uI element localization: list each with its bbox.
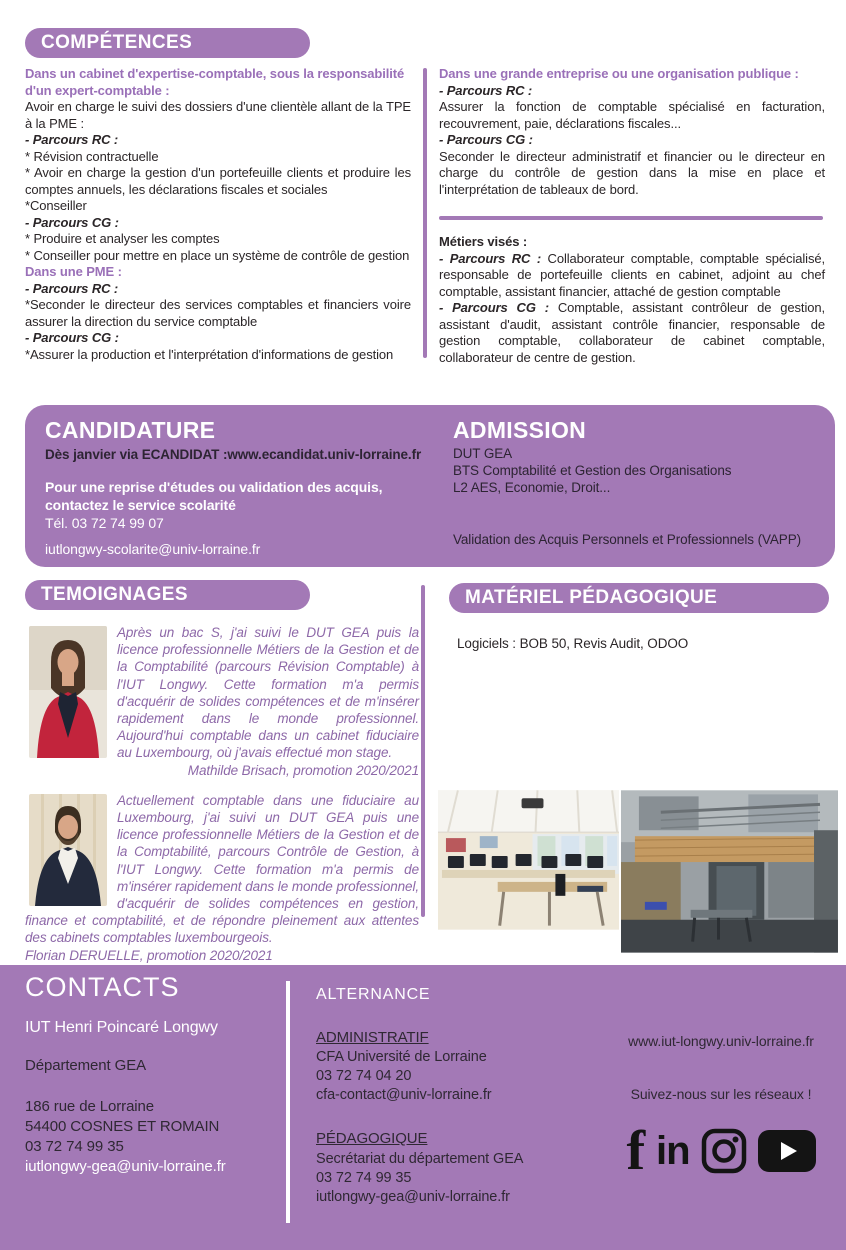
parcours-cg-label: - Parcours CG : — [439, 300, 549, 315]
materiel-header — [449, 583, 829, 613]
list-item: *Seconder le directeur des services comptables et financiers voire assurer la direction du service comptable — [25, 297, 411, 329]
footer — [0, 965, 846, 1250]
competences-title: COMPÉTENCES — [41, 31, 193, 53]
classroom-photo — [438, 790, 619, 930]
parcours-rc-label: - Parcours RC : — [439, 250, 542, 266]
alternance-block — [316, 987, 586, 1207]
building-hall-photo — [621, 790, 838, 953]
temoignages-section — [25, 624, 419, 964]
reprise-line-1: Pour une reprise d'études ou validation des acquis, — [45, 478, 383, 495]
admission-vapp: Validation des Acquis Personnels et Professionnels (VAPP) — [453, 532, 801, 547]
pedagogique-label: PÉDAGOGIQUE — [316, 1130, 428, 1147]
reprise-line-2: contactez le service scolarité — [45, 496, 236, 513]
parcours-rc-label: - Parcours RC : — [25, 280, 119, 296]
footer-links-block — [606, 1033, 836, 1182]
admission-title: ADMISSION — [453, 417, 587, 443]
list-item: * Avoir en charge la gestion d'un portefeuille clients et produire les comptes annuels, les déclarations fiscales et sociales — [25, 165, 411, 197]
parcours-cg-label: - Parcours CG : — [25, 214, 119, 230]
admission-item: L2 AES, Economie, Droit... — [453, 480, 611, 495]
candidature-panel — [25, 405, 443, 567]
section-divider — [439, 216, 823, 220]
metiers-cg-text: Comptable, assistant contrôleur de gestion, assistant d'audit, assistant contrôle financier, responsable de gestion comptable, collaborateur de cabinet comptable, collaborateur de centre de gestion. — [439, 300, 826, 365]
candidature-admission-box — [25, 405, 835, 567]
contacts-email[interactable]: iutlongwy-gea@univ-lorraine.fr — [25, 1157, 226, 1175]
paragraph: Avoir en charge le suivi des dossiers d'une clientèle allant de la TPE à la PME : — [25, 99, 411, 131]
paragraph: Assurer la fonction de comptable spécialisé en facturation, recouvrement, paie, déclarations fiscales... — [439, 99, 825, 131]
ecandidat-link[interactable]: Dès janvier via ECANDIDAT :www.ecandidat.univ-lorraine.fr — [45, 447, 422, 462]
competences-left-column — [25, 66, 411, 366]
facebook-icon[interactable]: f — [626, 1120, 645, 1182]
paragraph: Seconder le directeur administratif et financier ou le directeur en charge du contrôle de gestion dans la mise en place et l'interprétation de tableaux de bord. — [439, 148, 825, 197]
heading-entreprise: Dans une grande entreprise ou une organisation publique : — [439, 66, 799, 81]
testimonial-2 — [25, 792, 419, 964]
address-line: 54400 COSNES ET ROMAIN — [25, 1117, 220, 1135]
peda-email[interactable]: iutlongwy-gea@univ-lorraine.fr — [316, 1188, 510, 1205]
metiers-rc-text: Collaborateur comptable, comptable spécialisé, responsable de portefeuille clients en cabinet, adjoint au chef comptable, assistant financier, attaché de gestion comptable — [439, 250, 825, 299]
list-item: * Révision contractuelle — [25, 148, 159, 164]
campus-photos — [438, 790, 838, 953]
temoignages-divider — [421, 585, 425, 917]
testimonial-1-author: Mathilde Brisach, promotion 2020/2021 — [187, 762, 419, 778]
parcours-cg-label: - Parcours CG : — [439, 132, 533, 147]
parcours-rc-label: - Parcours RC : — [25, 132, 119, 147]
follow-text: Suivez-nous sur les réseaux ! — [630, 1085, 812, 1102]
temoignages-title: TEMOIGNAGES — [41, 583, 188, 605]
pedagogique-lines — [316, 1150, 586, 1207]
address-line: 186 rue de Lorraine — [25, 1097, 155, 1115]
admission-panel — [443, 405, 823, 567]
testimonial-1-text: Après un bac S, j'ai suivi le DUT GEA puis la licence professionnelle Métiers de la Gestion et de la Comptabilité (parcours Révision Comptable) à l'IUT Longwy. Cette formation m'a permis d'acquérir de solides compétences et de m'insérer rapidement dans le monde professionnel. Aujourd'hui comptable dans un cabinet fiduciaire au Luxembourg, où j'avais effectué mon stage. — [117, 625, 419, 761]
candidature-email[interactable]: iutlongwy-scolarite@univ-lorraine.fr — [45, 540, 261, 557]
heading-cabinet: Dans un cabinet d'expertise-comptable, sous la responsabilité d'un expert-comptable : — [25, 66, 405, 98]
list-item: * Produire et analyser les comptes — [25, 231, 220, 246]
linkedin-icon[interactable]: in — [656, 1129, 690, 1173]
instagram-icon[interactable] — [701, 1128, 747, 1174]
testimonial-1 — [25, 624, 419, 779]
admin-email[interactable]: cfa-contact@univ-lorraine.fr — [316, 1087, 492, 1103]
list-item: * Conseiller pour mettre en place un système de contrôle de gestion — [25, 247, 410, 263]
list-item: *Conseiller — [25, 198, 87, 213]
administratif-lines — [316, 1048, 586, 1105]
testimonial-2-text: Actuellement comptable dans une fiduciaire au Luxembourg, j'ai suivi un DUT GEA puis une licence professionnelle Métiers de la Gestion et de la Comptabilité, parcours Contrôle de Gestion, à l'IUT Longwy. Cette formation m'a permis de m'insérer rapidement dans le monde professionnel, d'acquérir de solides compétences en gestion, finance et comptabilité, et de répondre pleinement aux attentes des cabinets comptables luxembourgeois. — [25, 792, 419, 946]
admin-phone: 03 72 74 04 20 — [316, 1068, 412, 1084]
candidature-title: CANDIDATURE — [45, 417, 216, 443]
reprise-text — [45, 478, 443, 514]
administratif-label: ADMINISTRATIF — [316, 1028, 429, 1046]
metiers-rc — [439, 251, 825, 301]
parcours-cg-label: - Parcours CG : — [25, 330, 119, 345]
contacts-phone: 03 72 74 99 35 — [25, 1137, 124, 1155]
competences-header — [25, 28, 310, 58]
heading-pme: Dans une PME : — [25, 264, 122, 279]
metiers-cg — [439, 300, 825, 366]
admission-item: BTS Comptabilité et Gestion des Organisations — [453, 463, 732, 478]
competences-section — [25, 66, 837, 366]
column-divider — [423, 68, 427, 358]
materiel-title: MATÉRIEL PÉDAGOGIQUE — [465, 586, 718, 608]
footer-divider — [286, 981, 290, 1223]
alternance-title: ALTERNANCE — [316, 986, 431, 1003]
portrait-mathilde-photo — [29, 626, 107, 758]
contacts-block — [25, 972, 275, 1177]
logiciels-line: Logiciels : BOB 50, Revis Audit, ODOO — [457, 636, 689, 651]
temoignages-header — [25, 580, 310, 610]
contacts-address — [25, 1097, 275, 1177]
portrait-florian-photo — [29, 794, 107, 906]
social-icons-row — [606, 1120, 836, 1182]
website-link[interactable]: www.iut-longwy.univ-lorraine.fr — [628, 1033, 814, 1049]
peda-phone: 03 72 74 99 35 — [316, 1169, 412, 1186]
youtube-icon[interactable] — [758, 1130, 816, 1172]
admin-org: CFA Université de Lorraine — [316, 1049, 487, 1065]
contacts-dept: Département GEA — [25, 1057, 147, 1074]
contacts-title: CONTACTS — [25, 972, 180, 1002]
list-item: *Assurer la production et l'interprétation d'informations de gestion — [25, 346, 394, 362]
competences-right-column — [439, 66, 825, 366]
metiers-title: Métiers visés : — [439, 234, 528, 249]
parcours-rc-label: - Parcours RC : — [439, 82, 533, 98]
admission-item: DUT GEA — [453, 446, 513, 461]
contacts-org: IUT Henri Poincaré Longwy — [25, 1018, 218, 1036]
peda-org: Secrétariat du département GEA — [316, 1150, 524, 1167]
candidature-phone: Tél. 03 72 74 99 07 — [45, 514, 164, 531]
testimonial-2-author: Florian DERUELLE, promotion 2020/2021 — [25, 947, 273, 963]
